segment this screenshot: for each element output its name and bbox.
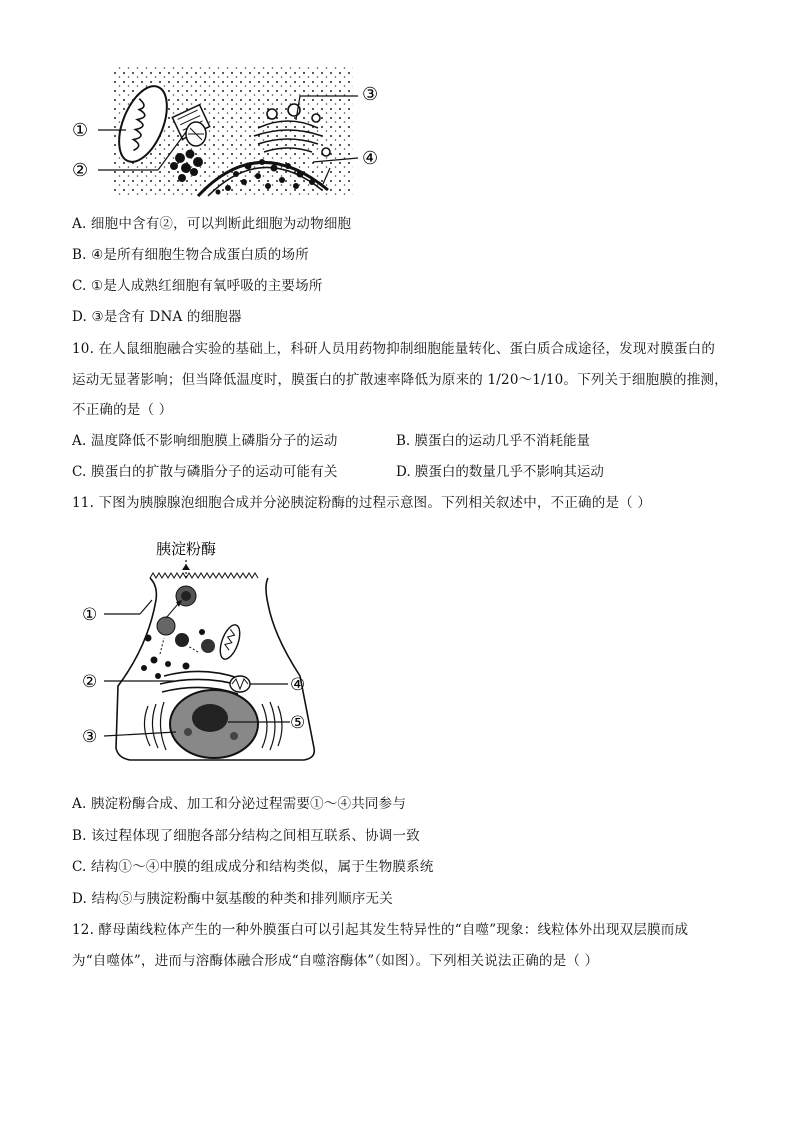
q9-option-d: D. ③是含有 DNA 的细胞器 [72, 309, 242, 325]
q10-option-c: C. 膜蛋白的扩散与磷脂分子的运动可能有关 [72, 464, 338, 480]
q11-option-c: C. 结构①～④中膜的组成成分和结构类似，属于生物膜系统 [72, 859, 434, 875]
q10-option-d: D. 膜蛋白的数量几乎不影响其运动 [396, 464, 604, 480]
q12-stem-line2: 为“自噬体”，进而与溶酶体融合形成“自噬溶酶体”（如图）。下列相关说法正确的是（ ） [72, 953, 599, 969]
q11-option-a: A. 胰淀粉酶合成、加工和分泌过程需要①～④共同参与 [72, 796, 407, 812]
figure1-label-1: ① [72, 120, 89, 141]
figure2-title: 胰淀粉酶 [156, 540, 217, 558]
figure2-label-2: ② [82, 672, 98, 692]
figure2-label-5: ⑤ [290, 713, 306, 733]
q11-option-d: D. 结构⑤与胰淀粉酶中氨基酸的种类和排列顺序无关 [72, 891, 393, 907]
figure1-label-2: ② [72, 160, 89, 181]
figure1-label-4: ④ [362, 148, 379, 169]
cell-organelle-figure [68, 62, 398, 202]
figure2-label-3: ③ [82, 727, 98, 747]
q10-stem-line3: 不正确的是（ ） [72, 402, 173, 418]
figure1-label-3: ③ [362, 84, 379, 105]
q11-stem: 11. 下图为胰腺腺泡细胞合成并分泌胰淀粉酶的过程示意图。下列相关叙述中，不正确的是（ ） [72, 495, 652, 511]
q10-option-b: B. 膜蛋白的运动几乎不消耗能量 [396, 433, 591, 449]
figure2-label-1: ① [82, 605, 98, 625]
nucleus-shape [170, 690, 258, 758]
q10-stem-line1: 10. 在人鼠细胞融合实验的基础上，科研人员用药物抑制细胞能量转化、蛋白质合成途径，发现对膜蛋白的 [72, 341, 716, 357]
q9-option-a: A. 细胞中含有②，可以判断此细胞为动物细胞 [72, 216, 352, 232]
q9-option-b: B. ④是所有细胞生物合成蛋白质的场所 [72, 247, 309, 263]
q11-option-b: B. 该过程体现了细胞各部分结构之间相互联系、协调一致 [72, 828, 420, 844]
q10-option-a: A. 温度降低不影响细胞膜上磷脂分子的运动 [72, 433, 338, 449]
q10-stem-line2: 运动无显著影响；但当降低温度时，膜蛋白的扩散速率降低为原来的 1/20～1/10。下列关于细胞膜的推测， [72, 372, 728, 388]
q9-option-c: C. ①是人成熟红细胞有氧呼吸的主要场所 [72, 278, 323, 294]
figure2-label-4: ④ [290, 675, 306, 695]
pancreatic-acinar-cell-figure [78, 536, 338, 776]
q12-stem-line1: 12. 酵母菌线粒体产生的一种外膜蛋白可以引起其发生特异性的“自噬”现象：线粒体外出现双层膜而成 [72, 922, 689, 938]
